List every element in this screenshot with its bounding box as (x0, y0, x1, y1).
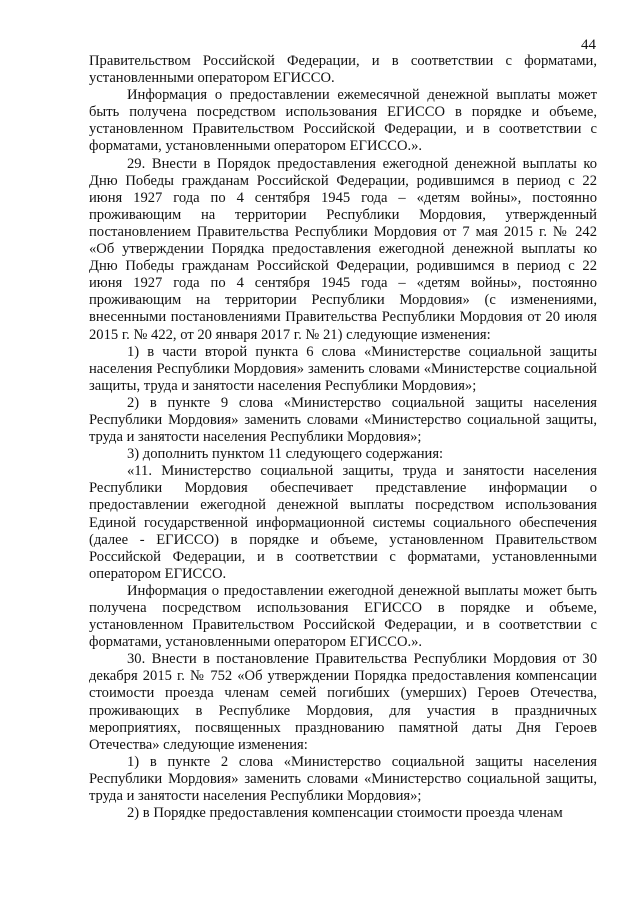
paragraph-item-29: 29. Внести в Порядок предоставления ежегодной денежной выплаты ко Дню Победы гражданам Российской Федерации, родившимся в период с 22 июня 1927 года по 4 сентября 1945 года – «детям войны», постоянно проживающим на территории Республики Мордовия, утвержденный постановлением Правительства Республики Мордовия от 7 мая 2015 г. № 242 «Об утверждении Порядка предоставления ежегодной денежной выплаты ко Дню Победы гражданам Российской Федерации, родившимся в период с 22 июня 1927 года по 4 сентября 1945 года – «детям войны», постоянно проживающим на территории Республики Мордовия» (с изменениями, внесенными постановлениями Правительства Республики Мордовия от 20 июля 2015 г. № 422, от 20 января 2017 г. № 21) следующие изменения: (89, 155, 597, 343)
paragraph-continuation: Правительством Российской Федерации, и в соответствии с форматами, установленными оператором ЕГИССО. (89, 53, 597, 87)
paragraph-item-29-sub-2: 2) в пункте 9 слова «Министерство социальной защиты населения Республики Мордовия» заменить словами «Министерство социальной защиты, труда и занятости населения Республики Мордовия»; (89, 394, 597, 446)
paragraph-item-30-sub-1: 1) в пункте 2 слова «Министерство социальной защиты населения Республики Мордовия» заменить словами «Министерство социальной защиты, труда и занятости населения Республики Мордовия»; (89, 753, 597, 805)
paragraph-item-29-sub-1: 1) в части второй пункта 6 слова «Министерстве социальной защиты населения Республики Мордовия» заменить словами «Министерстве социальной защиты, труда и занятости населения Республики Мордовия»; (89, 343, 597, 394)
paragraph-item-30: 30. Внести в постановление Правительства Республики Мордовия от 30 декабря 2015 г. № 752 «Об утверждении Порядка предоставления компенсации стоимости проезда членам семей погибших (умерших) Героев Отечества, проживающих в Республике Мордовия, для участия в праздничных мероприятиях, посвященных празднованию памятной даты Дня Героев Отечества» следующие изменения: (89, 651, 597, 753)
paragraph-point-11: «11. Министерство социальной защиты, труда и занятости населения Республики Мордовия обеспечивает представление информации о предоставлении ежегодной денежной выплаты посредством использования Единой государственной информационной системы социального обеспечения (далее - ЕГИССО) в порядке и объеме, установленном Правительством Российской Федерации, и в соответствии с форматами, установленными оператором ЕГИССО. (89, 463, 597, 582)
paragraph-monthly-payment-info: Информация о предоставлении ежемесячной денежной выплаты может быть получена посредством использования ЕГИССО в порядке и объеме, установленном Правительством Российской Федерации, и в соответствии с форматами, установленными оператором ЕГИССО.». (89, 87, 597, 155)
page-number: 44 (581, 37, 596, 53)
paragraph-annual-payment-info: Информация о предоставлении ежегодной денежной выплаты может быть получена посредством использования ЕГИССО в порядке и объеме, установленном Правительством Российской Федерации, и в соответствии с форматами, установленными оператором ЕГИССО.». (89, 582, 597, 651)
paragraph-item-29-sub-3: 3) дополнить пунктом 11 следующего содержания: (127, 446, 444, 463)
document-body (89, 53, 597, 822)
paragraph-item-30-sub-2: 2) в Порядке предоставления компенсации стоимости проезда членам (127, 805, 563, 822)
